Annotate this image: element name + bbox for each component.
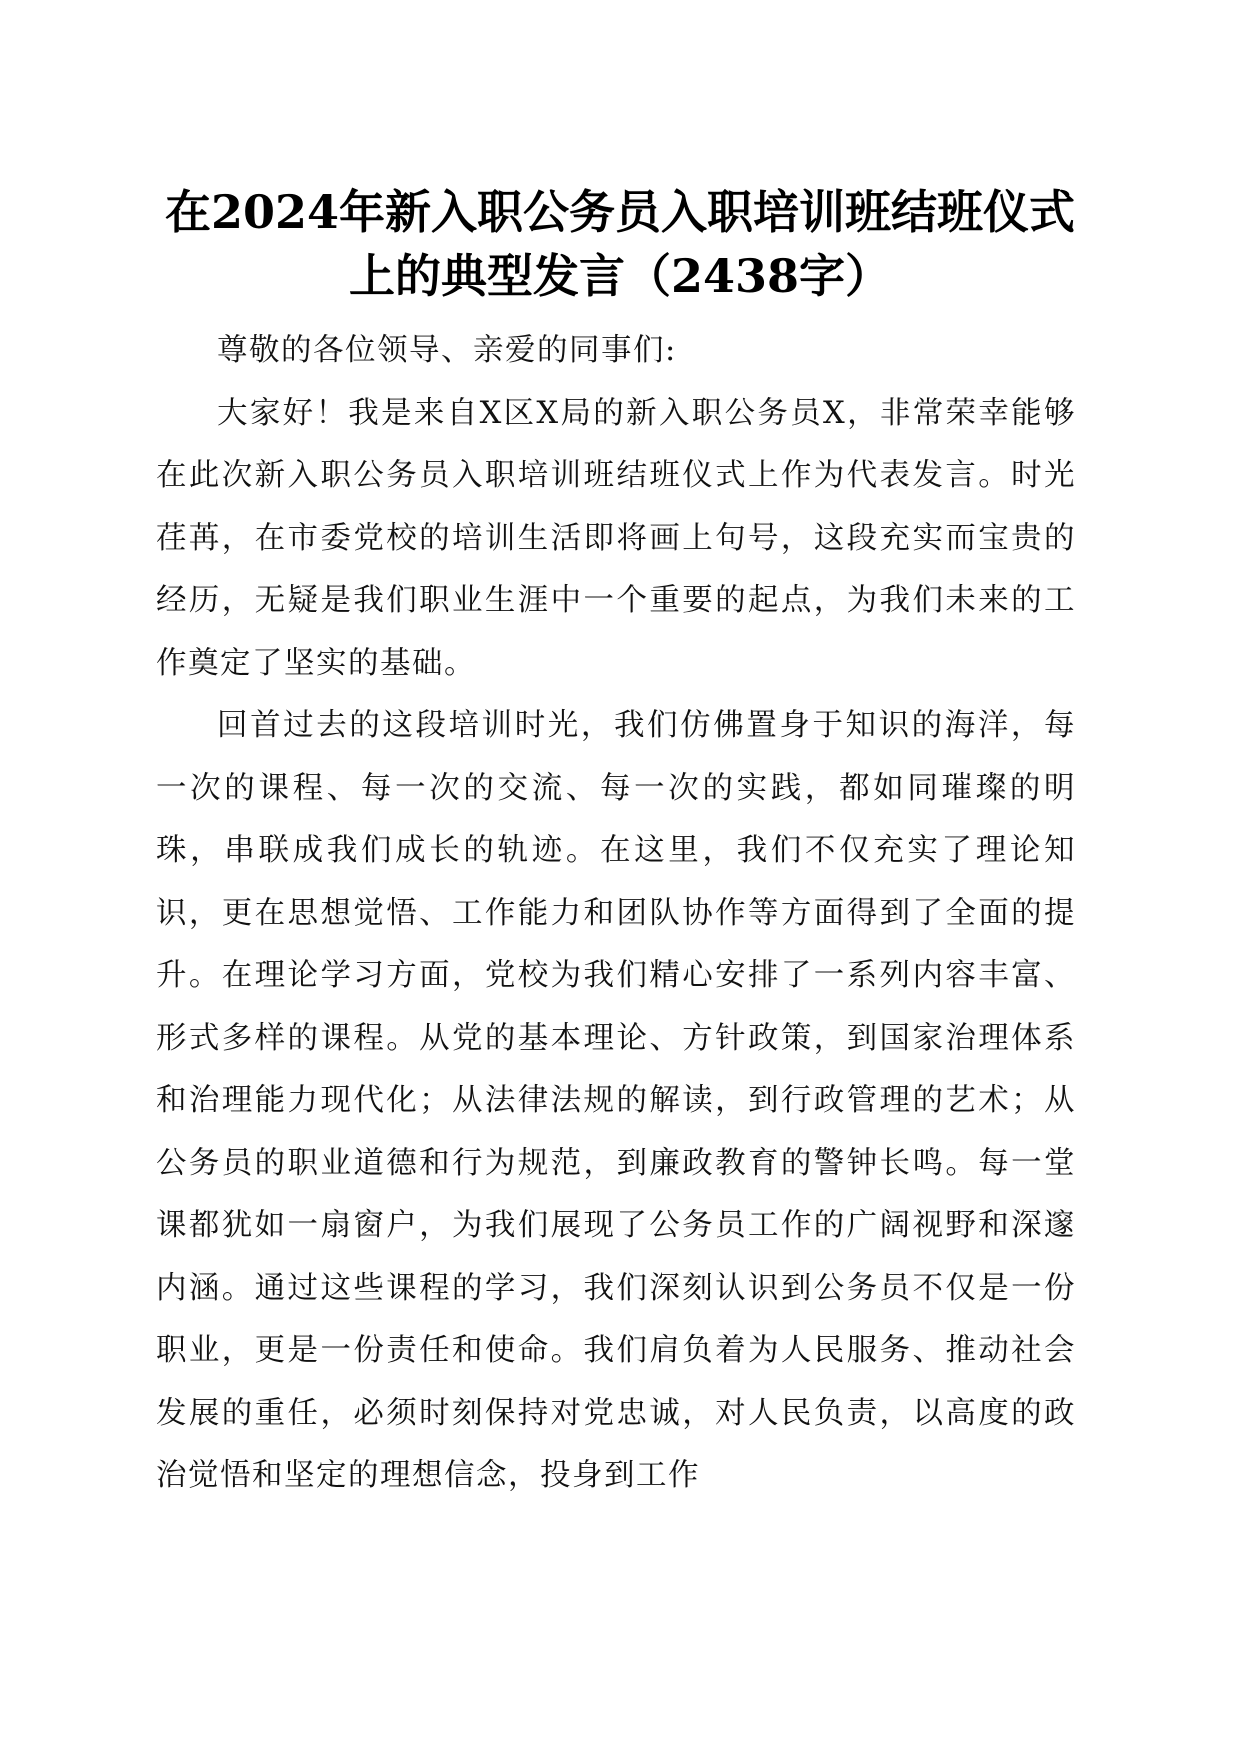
salutation: 尊敬的各位领导、亲爱的同事们: [217, 333, 677, 368]
body-paragraph-2: 回首过去的这段培训时光，我们仿佛置身于知识的海洋，每一次的课程、每一次的交流、每一次的实践，都如同璀璨的明珠，串联成我们成长的轨迹。在这里，我们不仅充实了理论知识，更在思想觉悟、工作能力和团队协作等方面得到了全面的提升。在理论学习方面，党校为我们精心安排了一系列内容丰富、形式多样的课程。从党的基本理论、方针政策，到国家治理体系和治理能力现代化；从法律法规的解读，到行政管理的艺术；从公务员的职业道德和行为规范，到廉政教育的警钟长鸣。每一堂课都犹如一扇窗户，为我们展现了公务员工作的广阔视野和深邃内涵。通过这些课程的学习，我们深刻认识到公务员不仅是一份职业，更是一份责任和使命。我们肩负着为人民服务、推动社会发展的重任，必须时刻保持对党忠诚，对人民负责，以高度的政治觉悟和坚定的理想信念，投身到工作 [156, 708, 1076, 1493]
title-line-2: 上的典型发言（2438字） [348, 249, 892, 303]
title-line-1: 在2024年新入职公务员入职培训班结班仪式 [164, 185, 1076, 239]
body-paragraph-1: 大家好！我是来自X区X局的新入职公务员X，非常荣幸能够在此次新入职公务员入职培训班结班仪式上作为代表发言。时光荏苒，在市委党校的培训生活即将画上句号，这段充实而宝贵的经历，无疑是我们职业生涯中一个重要的起点，为我们未来的工作奠定了坚实的基础。 [156, 395, 1076, 681]
document-body [156, 320, 1076, 1508]
document-title [150, 180, 1090, 308]
